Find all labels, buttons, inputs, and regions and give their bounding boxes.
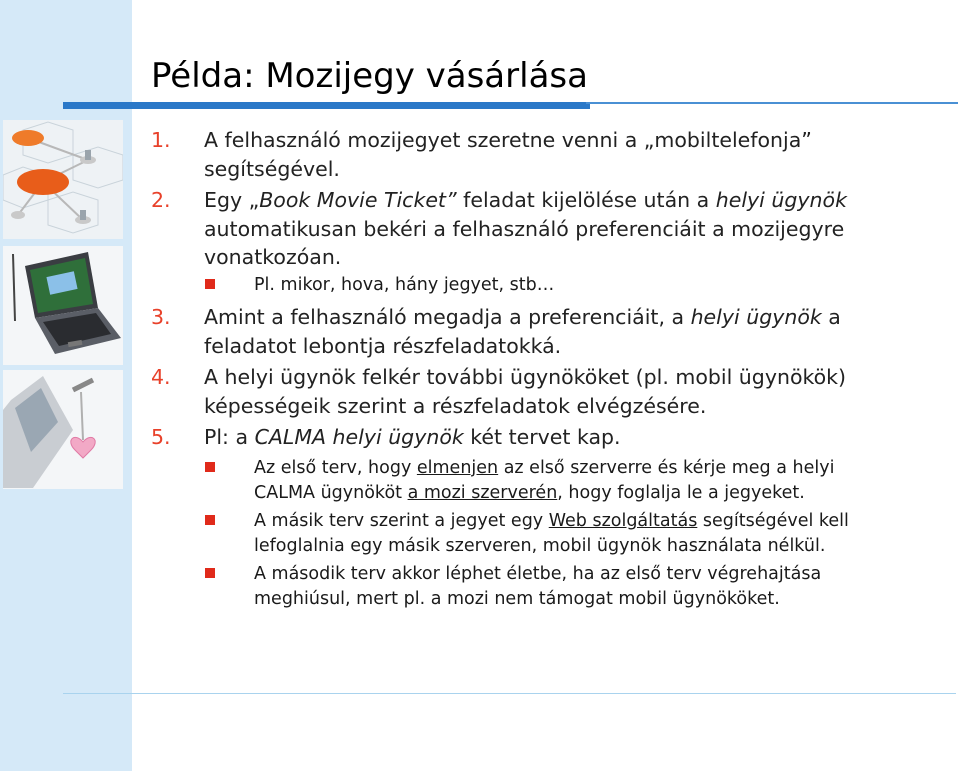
item-text-line: vonatkozóan. [204, 245, 342, 269]
item-text-line: képességeik szerint a részfeladatok elvégzésére. [204, 393, 707, 418]
item-number: 3. [151, 305, 171, 329]
sub-item-text-line: A második terv akkor léphet életbe, ha az első terv végrehajtása [254, 564, 822, 584]
square-bullet-icon [205, 462, 215, 472]
sub-item-text: Pl. mikor, hova, hány jegyet, stb… [254, 275, 555, 295]
item-text-line: segítségével. [204, 156, 340, 181]
square-bullet-icon [205, 568, 215, 578]
network-graph-image [3, 120, 123, 239]
item-text-line: A felhasználó mozijegyet szeretne venni a „mobiltelefonja” [204, 128, 812, 152]
item-number: 2. [151, 188, 171, 212]
sub-item-text-line: CALMA ügynököt a mozi szerverén, hogy foglalja le a jegyeket. [254, 482, 805, 503]
square-bullet-icon [205, 279, 215, 289]
title-underline [63, 102, 590, 109]
item-text-line: A helyi ügynök felkér további ügynököket (pl. mobil ügynökök) [204, 365, 847, 389]
laptop-image [3, 246, 123, 365]
item-text-line: Amint a felhasználó megadja a preferenciáit, a helyi ügynök a [204, 305, 841, 329]
item-text-line: Egy „Book Movie Ticket” feladat kijelölése után a helyi ügynök [204, 188, 847, 212]
item-text-line: feladatot lebontja részfeladatokká. [204, 333, 562, 358]
title-underline-extension [586, 102, 958, 104]
mobile-phone-image [3, 370, 123, 489]
slide-title: Példa: Mozijegy vásárlása [151, 56, 588, 96]
sub-item-text-line: meghiúsul, mert pl. a mozi nem támogat mobil ügynököket. [254, 588, 780, 609]
square-bullet-icon [205, 515, 215, 525]
item-number: 5. [151, 425, 171, 449]
sub-item-text-line: A másik terv szerint a jegyet egy Web szolgáltatás segítségével kell [254, 511, 849, 531]
item-number: 4. [151, 365, 171, 389]
item-text-line: Pl: a CALMA helyi ügynök két tervet kap. [204, 425, 621, 449]
sub-item-text-line: Az első terv, hogy elmenjen az első szerverre és kérje meg a helyi [254, 458, 835, 478]
sub-item-text-line: lefoglalnia egy másik szerveren, mobil ügynök használata nélkül. [254, 535, 826, 556]
item-number: 1. [151, 128, 171, 152]
item-text-line: automatikusan bekéri a felhasználó preferenciáit a mozijegyre [204, 216, 845, 241]
footer-divider [63, 693, 956, 694]
